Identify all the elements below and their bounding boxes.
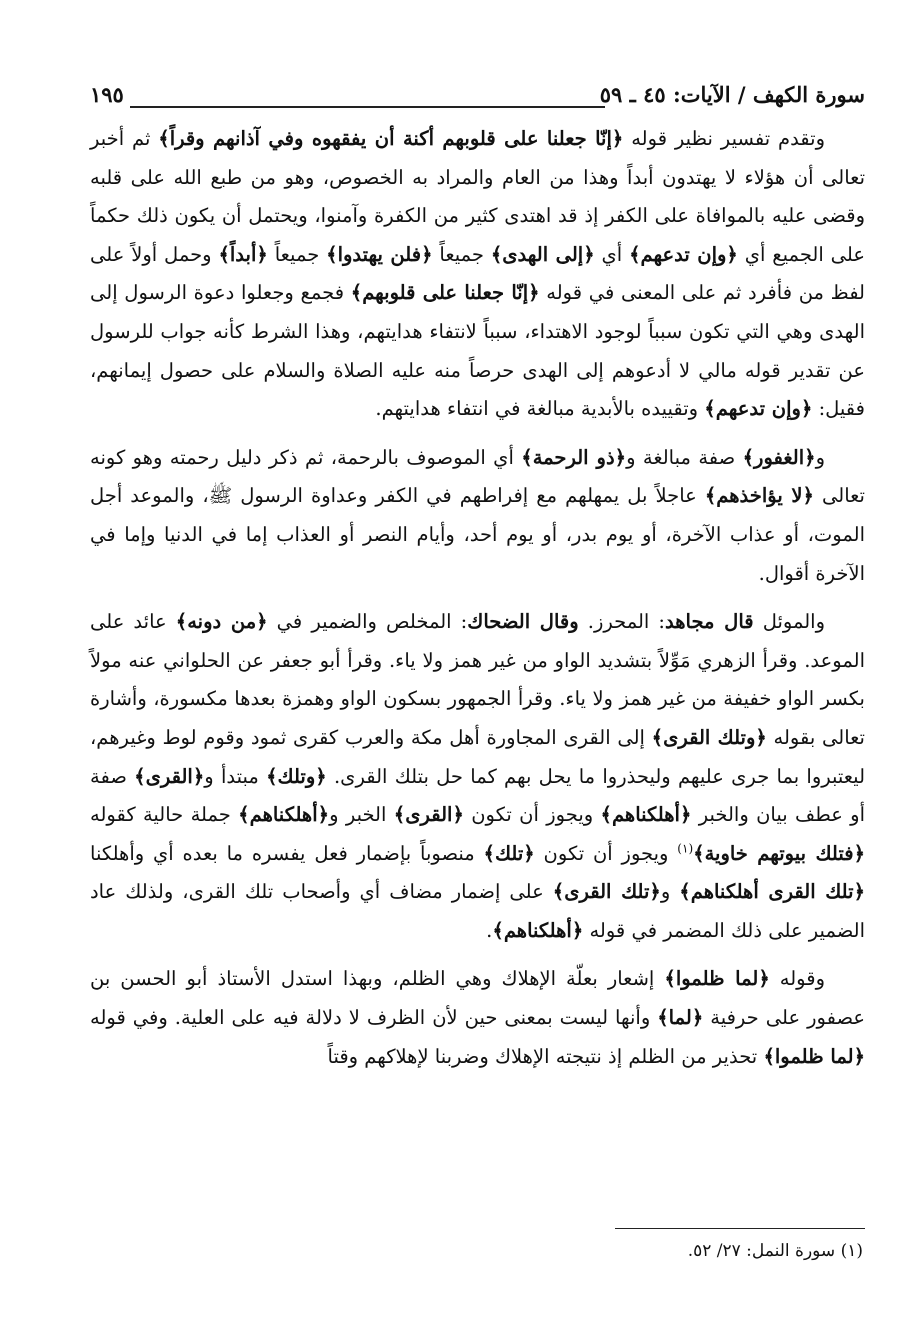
quran-quote: ﴿ وتلك القرى ﴾ [652,726,767,749]
quran-quote: ﴿ وتلك ﴾ [266,765,327,788]
text-run: الخبر و [329,803,394,827]
quran-quote: ﴿ لا يؤاخذهم ﴾ [705,484,814,507]
paragraph [90,120,865,429]
quran-quote: ﴿ أهلكناهم ﴾ [492,919,583,942]
quran-quote: ﴿ القرى ﴾ [134,765,204,788]
text-run: جميعاً [267,242,327,266]
text-run: صفة مبالغة و [626,445,743,469]
quran-quote: ﴿ أبداً ﴾ [218,243,267,266]
paragraph [90,603,865,950]
text-run: ويجوز أن تكون [534,841,678,865]
quran-quote: ﴿ إنّا جعلنا على قلوبهم ﴾ [351,281,540,304]
text-run: جميعاً [432,242,491,266]
text-run: وتقييده بالأبدية مبالغة في انتفاء هدايتهم. [375,397,705,421]
text-run: وتقدم تفسير نظير قوله [623,127,826,150]
header-rule [130,106,605,108]
quran-quote: ﴿ وإن تدعهم ﴾ [704,397,812,420]
quran-quote: ﴿ من دونه ﴾ [176,610,268,633]
book-page [90,78,866,1261]
quran-quote: ﴿ تلك القرى أهلكناهم ﴾ [679,880,865,903]
quran-quote: ﴿ تلك ﴾ [484,842,535,865]
text-run: : المحرز. [578,610,665,634]
bold-text: وقال الضحاك [467,610,579,634]
text-run: على إضمار مضاف أي وأصحاب تلك القرى، ولذلك عاد الضمير على ذلك المضمر في قوله [90,880,865,942]
text-run: و [815,445,826,469]
footnote-separator [615,1228,865,1229]
quran-quote: ﴿ وإن تدعهم ﴾ [629,243,738,266]
quran-quote: ﴿ الغفور ﴾ [743,446,816,469]
paragraph [90,960,865,1076]
text-run: صفة أو عطف بيان والخبر [90,764,866,827]
text-run: مبتدأ و [204,764,267,788]
text-run: أي الموصوف بالرحمة، ثم ذكر دليل رحمته وهو كونه تعالى [90,445,865,508]
bold-text: قال مجاهد [665,610,754,634]
text-run: ثم أخبر تعالى أن هؤلاء لا يهتدون أبداً وهذا من العام والمراد به الخصوص، وهو من طبع الله على قلبه وقضى عليه بالموافاة على الكفر إذ قد اهتدى كثير من الكفرة وآمنوا، ويحتمل أن يكون ذلك حكماً على الجميع أي [90,127,866,266]
quran-quote: ﴿ إنّا جعلنا على قلوبهم أكنة أن يفقهوه وفي آذانهم وقراً ﴾ [158,127,623,150]
text-run: والموئل [753,610,826,634]
footnote-ref: (١) [677,841,694,856]
text-run: عائد على الموعد. وقرأ الزهري مَوِّلاً بتشديد الواو من غير همز ولا ياء. وقرأ أبو جعفر عن الحلواني عنه مولاً بكسر الواو خفيفة من غير همز ولا ياء. وقرأ الجمهور بسكون الواو وهمزة بعدها مكسورة، وأشارة تعالى بقوله [90,610,865,749]
text-run: منصوباً بإضمار فعل يفسره ما بعده أي وأهلكنا [90,841,484,865]
text-run: تحذير من الظلم إذ نتيجته الإهلاك وضربنا لإهلاكهم وقتاً [327,1044,764,1068]
text-run: وحمل أولاً على لفظ من فأفرد ثم على المعنى في قوله [90,242,865,305]
commentary-text [90,120,865,1076]
quran-quote: ﴿ لما ظلموا ﴾ [664,967,769,990]
text-run: فجمع وجعلوا دعوة الرسول إلى الهدى وهي التي تكون سبباً لوجود الاهتداء، سبباً لانتفاء هدايتهم، وهذا الشرط كأنه جواب للرسول عن تقدير قوله مالي لا أدعوهم إلى الهدى حرصاً منه عليه الصلاة والسلام على حصول إيمانهم، فقيل: [90,281,865,421]
text-run: إشعار بعلّة الإهلاك وهي الظلم، وبهذا استدل الأستاذ أبو الحسن بن عصفور على حرفية [90,967,865,1030]
quran-quote: ﴿ أهلكناهم ﴾ [601,803,692,826]
quran-quote: ﴿ تلك القرى ﴾ [553,880,661,903]
quran-quote: ﴿ ذو الرحمة ﴾ [521,446,626,469]
text-run: إلى القرى المجاورة أهل مكة والعرب كقرى ثمود وقوم لوط وغيرهم، ليعتبروا بما جرى عليهم وليحذروا ما يحل بهم كما حل بتلك القرى. [90,725,866,788]
text-run: . [486,918,493,942]
page-number: ١٩٥ [90,78,130,112]
text-run: وأنها ليست بمعنى حين لأن الظرف لا دلالة فيه على العلية. وفي قوله [90,1006,658,1030]
running-header [90,78,865,112]
footnote: (١) سورة النمل: ٢٧/ ٥٢. [687,1241,863,1261]
quran-quote: ﴿ فتلك بيوتهم خاوية ﴾ [693,842,865,865]
paragraph [90,439,865,593]
quran-quote: ﴿ لما ظلموا ﴾ [763,1045,865,1068]
text-run: أي [594,242,630,266]
quran-quote: ﴿ القرى ﴾ [394,803,464,826]
quran-quote: ﴿ أهلكناهم ﴾ [238,803,329,826]
text-run: وقوله [769,967,825,991]
quran-quote: ﴿ إلى الهدى ﴾ [491,243,595,266]
quran-quote: ﴿ لما ﴾ [657,1006,703,1029]
text-run: و [660,880,680,904]
text-run: ويجوز أن تكون [463,803,601,827]
text-run: عاجلاً بل يمهلهم مع إفراطهم في الكفر وعداوة الرسول ﷺ، والموعد أجل الموت، أو عذاب الآخرة، أو يوم بدر، أو يوم أحد، وأيام النصر أو العذاب إما في الدنيا وإما في الآخرة أقوال. [90,484,865,585]
chapter-title: سورة الكهف / الآيات: ٤٥ ـ ٥٩ [594,78,865,112]
text-run: : المخلص والضمير في [267,610,468,634]
text-run: جملة حالية كقوله [90,803,239,827]
quran-quote: ﴿ فلن يهتدوا ﴾ [326,243,432,266]
